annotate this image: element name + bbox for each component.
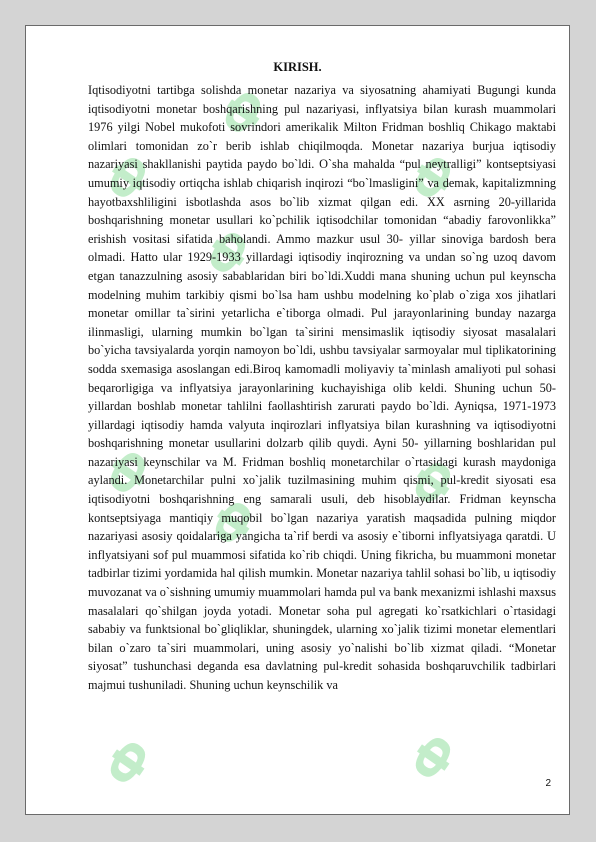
page-number: 2: [545, 778, 551, 789]
body-paragraph: Iqtisodiyotni tartibga solishda monetar nazariya va siyosatning ahamiyati Bugungi kunda iqtisodiyotni monetar boshqarishning pul nazariyasi, inflyatsiya bilan kurash muammolari 1976 yilgi Nobel mukofoti sovrindori amerikalik Milton Fridman boshliq Chikago maktabi olimlari tomonidan zo`r berib ishlab chiqilmoqda. Monetar nazariya burjua iqtisodiy nazariyasi shakllanishi paytida paydo bo`ldi. O`sha mahalda “pul neytralligi” kontseptsiyasi umumiy iqtisodiy ortiqcha ishlab chiqarish inqirozi “bo`lmasligini” va demak, kapitalizmning hayotbaxshliligini isbotlashda asos bo`lib xizmat qilgan edi. XX asrning 20-yillarida boshqarishning monetar usullari ko`pchilik iqtisodchilar tomonidan “abadiy farovonlikka” erishish vositasi sifatida baholandi. Ammo mazkur usul 30- yillar sinoviga bardosh bera olmadi. Hatto ular 1929-1933 yillardagi iqtisodiy inqirozning va undan so`ng uzoq davom etgan tanazzulning asosiy sabablaridan biri bo`ldi.Xuddi mana shuning uchun pul keynscha modelning muhim tarkibiy qismi bo`lsa ham ushbu modelning ko`plab o`ziga xos jihatlari monetar omillar ta`sirini yetarlicha e`tiborga olmadi. Pul jarayonlarining bunday nazarga ilinmasligi, ularning mumkin bo`lgan ta`sirini mensimaslik iqtisodiy siyosat masalalari bo`yicha tavsiyalarda yorqin namoyon bo`ldi, ushbu tavsiyalar sarmoyalar mul tiplikatorining sodda sxemasiga asoslangan edi.Biroq kamomadli moliyaviy ta`minlash amaliyoti pul sohasi beqarorligiga va inflyatsiya jarayonlarining kuchayishiga olib keldi. Shuning uchun 50-yillardan boshlab monetar tahlilni faollashtirish zarurati paydo bo`ldi. Ayniqsa, 1971-1973 yillardagi iqtisodiy hamda valyuta inqirozlari inflyatsiya bilan kurashning va iqtisodiyotni boshqarishning monetar usullarini dolzarb qilib quydi. Ayni 50- yillarning boshlaridan pul nazariyasi keynschilar va M. Fridman boshliq monetarchilar o`rtasidagi kurash maydoniga aylandi. Monetarchilar pulni xo`jalik tuzilmasining muhim qismi, pul-kredit siyosati esa iqtisodiyotni boshqarishning eng samarali usuli, deb hisoblaydilar. Fridman keynscha kontseptsiyaga mantiqiy muqobil bo`lgan nazariya yaratish maqsadida pulning miqdor nazariyasi asosiy qoidalariga yangicha ta`rif berdi va asosiy e`tiborni inflyatsiyaga qaratdi. U inflyatsiyani sof pul muammosi sifatida ko`rib chiqdi. Uning fikricha, bu muammoni monetar tadbirlar tizimi yordamida hal qilish mumkin. Monetar nazariya tahlil sohasi bo`lib, u iqtisodiy muvozanat va o`sishning umumiy muammolari hamda pul va bank mexanizmi ishlashi maxsus masalalari qo`shilgan joyda yotadi. Monetar soha pul agregati ko`rsatkichlari o`rtasidagi sababiy va funktsional bo`gliqliklar, shuningdek, ularning xo`jalik tizimi monetar elementlari bilan o`zaro ta`siri muammolari, uning asosiy yo`nalishi bo`lib xizmat qiladi. “Monetar siyosat” tushunchasi deganda esa davlatning pul-kredit sohasida boshqaruvchilik tadbirlari majmui tushuniladi. Shuning uchun keynschilik va: [88, 83, 556, 692]
watermark-glyph: Ф: [93, 143, 165, 213]
page-title: KIRISH.: [273, 60, 322, 74]
watermark-glyph: Ф: [208, 78, 280, 148]
watermark-glyph: Ф: [398, 723, 470, 793]
watermark-glyph: Ф: [93, 438, 165, 508]
document-page: [25, 25, 570, 815]
watermark-glyph: Ф: [193, 218, 265, 288]
watermark-glyph: Ф: [398, 448, 470, 518]
watermark-glyph: Ф: [198, 488, 270, 558]
watermark-glyph: Ф: [398, 143, 470, 213]
watermark-glyph: Ф: [93, 728, 165, 798]
